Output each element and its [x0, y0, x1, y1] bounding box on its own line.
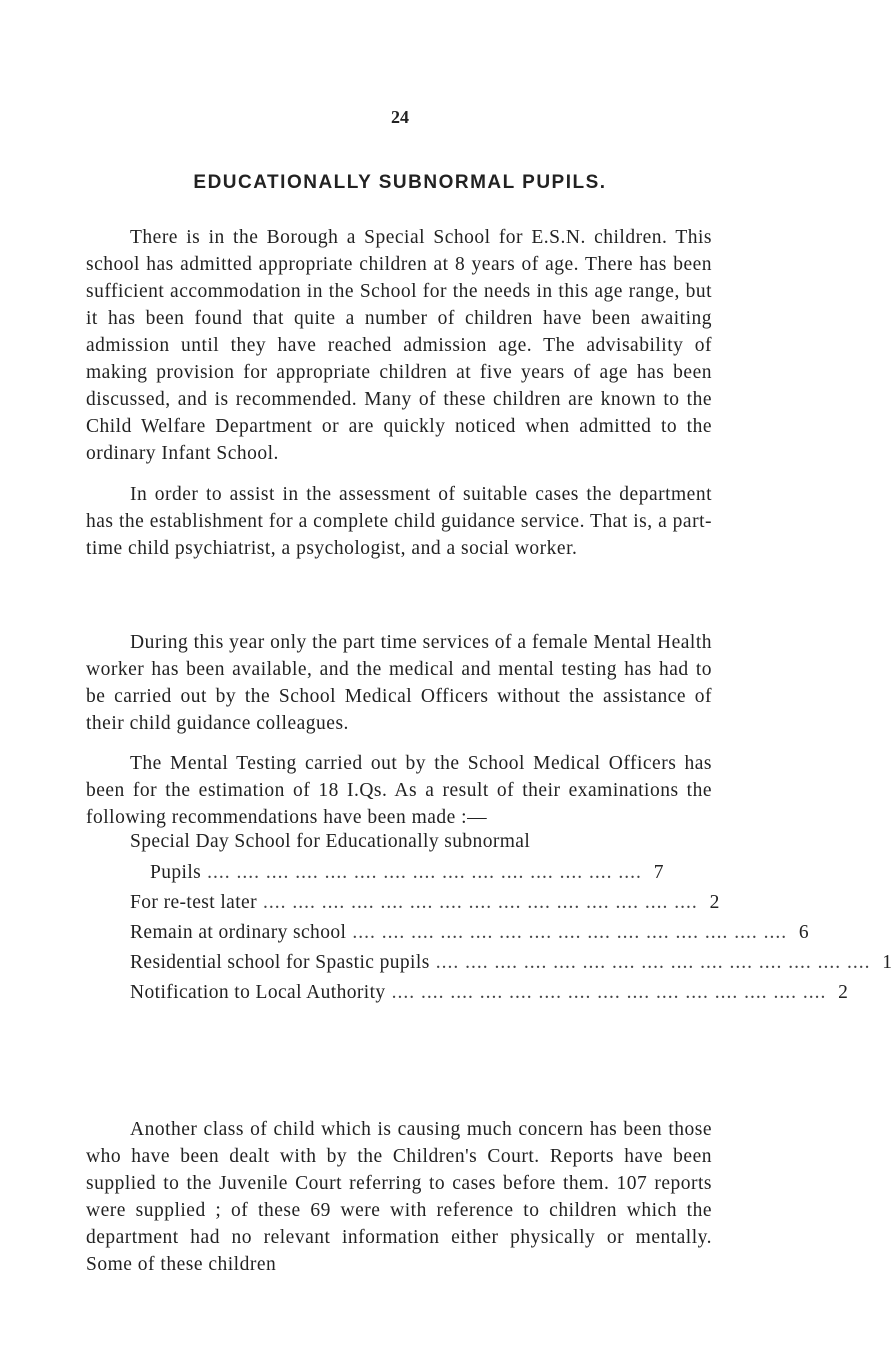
- recommendation-label: For re-test later: [130, 892, 257, 913]
- list-item: [130, 948, 892, 978]
- dot-leader: .... .... .... .... .... .... .... .... .... .... .... .... .... .... ....: [391, 982, 827, 1003]
- list-item: [130, 978, 849, 1008]
- recommendation-label: Remain at ordinary school: [130, 922, 347, 943]
- list-item: [130, 888, 720, 918]
- recommendation-count: 1: [882, 952, 892, 973]
- paragraph-childrens-court: Another class of child which is causing much concern has been those who have been dealt with by the Children's Court. Reports have been supplied to the Juvenile Court referring to cases before them. 107 reports were supplied ; of these 69 were with reference to children which the department had no relevant information either physically or mentally. Some of these children: [86, 1119, 712, 1275]
- recommendation-label: Notification to Local Authority: [130, 982, 386, 1003]
- paragraph-mental-health-worker: During this year only the part time services of a female Mental Health worker has been available, and the medical and mental testing has had to be carried out by the School Medical Officers without the assistance of their child guidance colleagues.: [86, 632, 712, 734]
- recommendation-count: 7: [653, 862, 664, 883]
- recommendation-count: 6: [798, 922, 810, 943]
- page-number: 24: [391, 107, 409, 127]
- section-heading: EDUCATIONALLY SUBNORMAL PUPILS.: [193, 172, 607, 193]
- dot-leader: .... .... .... .... .... .... .... .... .... .... .... .... .... .... ....: [207, 862, 642, 883]
- recommendation-count: 2: [838, 982, 849, 1003]
- paragraph-mental-testing: The Mental Testing carried out by the School Medical Officers has been for the estimation of 18 I.Qs. As a result of their examinations the following recommendations have been made :—: [86, 753, 712, 828]
- list-item: [130, 918, 810, 948]
- recommendation-label: Residential school for Spastic pupils: [130, 952, 430, 973]
- dot-leader: .... .... .... .... .... .... .... .... .... .... .... .... .... .... ....: [352, 922, 788, 943]
- recommendation-count: 2: [709, 892, 720, 913]
- list-item: [130, 858, 664, 888]
- paragraph-child-guidance: In order to assist in the assessment of suitable cases the department has the establishment for a complete child guidance service. That is, a part-time child psychiatrist, a psychologist, and a social worker.: [86, 484, 712, 559]
- recommendations-list: [130, 828, 892, 1008]
- dot-leader: .... .... .... .... .... .... .... .... .... .... .... .... .... .... ....: [435, 952, 871, 973]
- recommendation-label: Pupils: [150, 862, 202, 883]
- paragraph-esn-school: There is in the Borough a Special School for E.S.N. children. This school has admitted appropriate children at 8 years of age. There has been sufficient accommodation in the School for the needs in this age range, but it has been found that quite a number of children have been awaiting admission until they have reached admission age. The advisability of making provision for appropriate children at five years of age has been discussed, and is recommended. Many of these children are known to the Child Welfare Department or are quickly noticed when admitted to the ordinary Infant School.: [86, 227, 712, 464]
- dot-leader: .... .... .... .... .... .... .... .... .... .... .... .... .... .... ....: [263, 892, 698, 913]
- recommendations-heading: Special Day School for Educationally subnormal: [130, 831, 531, 852]
